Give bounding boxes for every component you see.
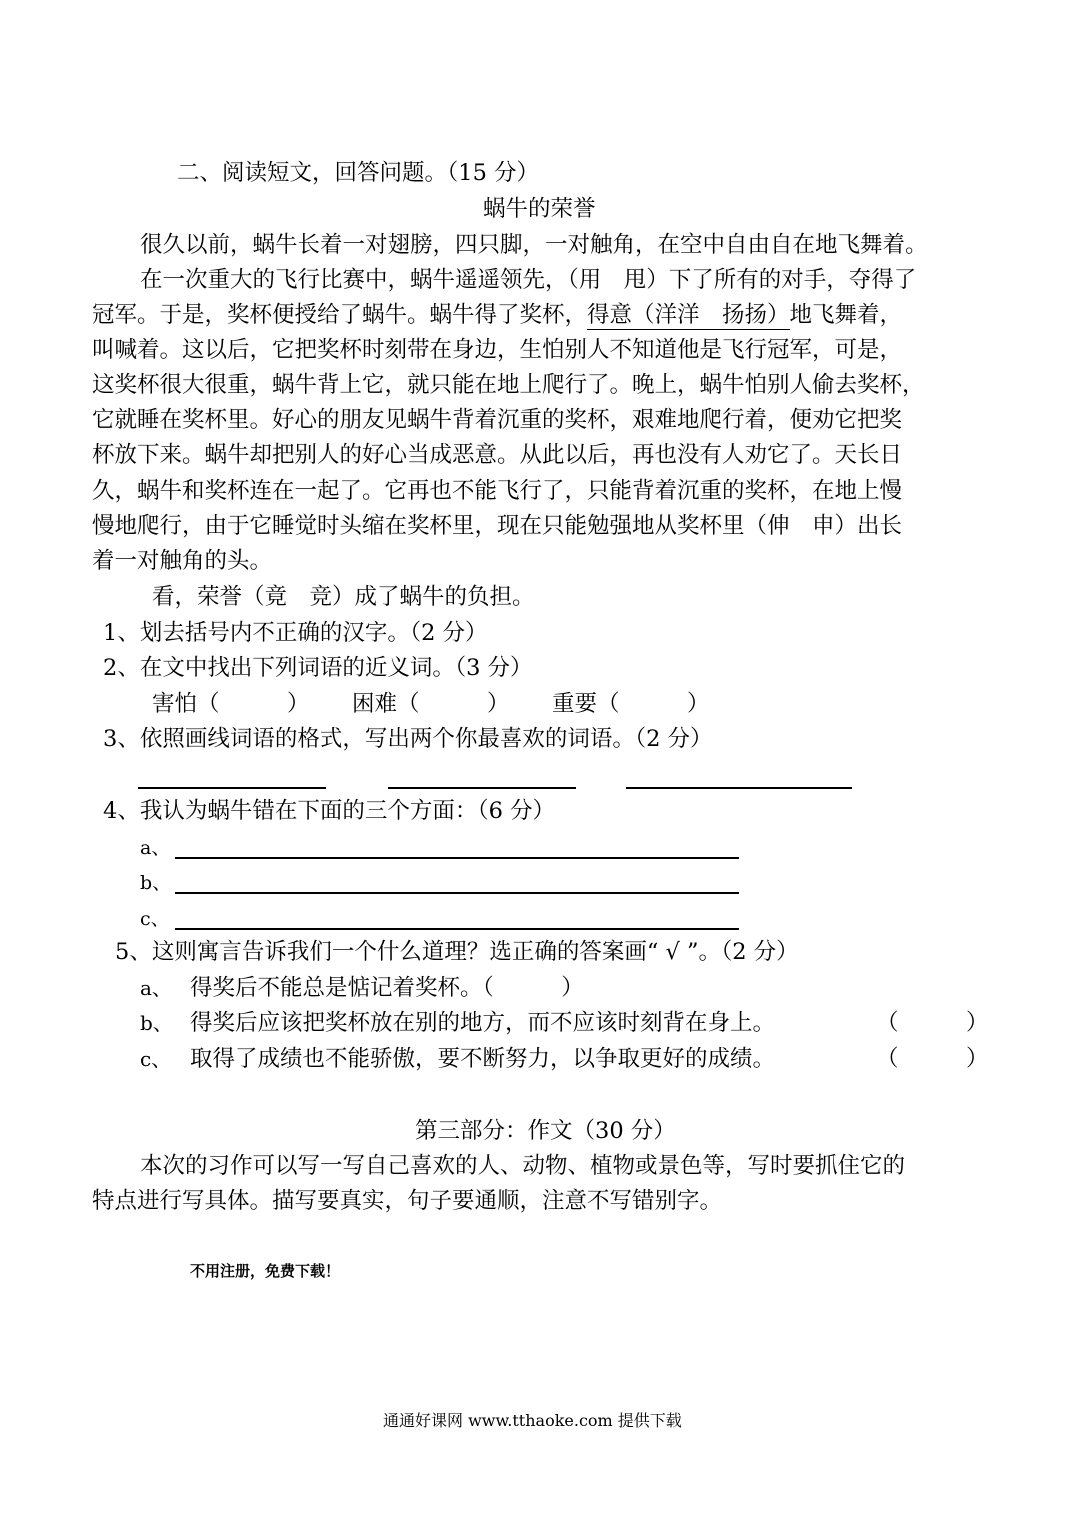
paragraph-line: 看，荣誉（竟 竞）成了蜗牛的负担。	[152, 584, 535, 610]
page-footer: 通通好课网 www.tthaoke.com 提供下载	[383, 1411, 682, 1430]
q4-label: c、	[140, 908, 170, 930]
q4-label: b、	[140, 872, 172, 894]
answer-line[interactable]	[388, 787, 576, 789]
answer-line[interactable]	[138, 787, 326, 789]
answer-line[interactable]	[175, 892, 739, 894]
question-4: 4、我认为蜗牛错在下面的三个方面：（6 分）	[103, 798, 556, 824]
answer-line[interactable]	[175, 928, 739, 930]
paragraph-line: 叫喊着。这以后，它把奖杯时刻带在身边，生怕别人不知道他是飞行冠军，可是，	[92, 337, 903, 363]
paragraph-text: 冠军。于是，奖杯便授给了蜗牛。蜗牛得了奖杯，	[92, 302, 588, 328]
answer-paren[interactable]: （ ）	[876, 1046, 989, 1072]
question-5: 5、这则寓言告诉我们一个什么道理？选正确的答案画“ √ ”。（2 分）	[115, 939, 799, 965]
q2-item: 困难（ ）	[352, 691, 510, 717]
q5-option-text: 取得了成绩也不能骄傲，要不断努力，以争取更好的成绩。	[190, 1046, 776, 1072]
paragraph-line: 久，蜗牛和奖杯连在一起了。它再也不能飞行了，只能背着沉重的奖杯，在地上慢	[92, 478, 903, 504]
section-heading: 第三部分：作文（30 分）	[415, 1118, 676, 1144]
underlined-phrase: 得意（洋洋 扬扬）	[587, 302, 790, 328]
q5-option-label: b、	[140, 1011, 173, 1035]
paragraph-line: 本次的习作可以写一写自己喜欢的人、动物、植物或景色等，写时要抓住它的	[140, 1153, 906, 1179]
q2-item: 害怕（ ）	[152, 691, 310, 717]
paragraph-line: 着一对触角的头。	[92, 548, 273, 574]
q5-option-text: 得奖后应该把奖杯放在别的地方，而不应该时刻背在身上。	[190, 1010, 776, 1036]
paragraph-line: 这奖杯很大很重，蜗牛背上它，就只能在地上爬行了。晚上，蜗牛怕别人偷去奖杯，	[92, 372, 925, 398]
answer-paren[interactable]: （ ）	[876, 1010, 989, 1036]
section-heading: 二、阅读短文，回答问题。（15 分）	[177, 160, 540, 186]
story-title: 蜗牛的荣誉	[483, 196, 596, 222]
paragraph-line	[92, 300, 902, 330]
paragraph-line: 慢地爬行，由于它睡觉时头缩在奖杯里，现在只能勉强地从奖杯里（伸 申）出长	[92, 513, 903, 539]
paragraph-line: 它就睡在奖杯里。好心的朋友见蜗牛背着沉重的奖杯，艰难地爬行着，便劝它把奖	[92, 407, 903, 433]
answer-line[interactable]	[626, 787, 852, 789]
paragraph-line: 在一次重大的飞行比赛中，蜗牛遥遥领先，（用 甩）下了所有的对手，夺得了	[140, 267, 917, 293]
q4-label: a、	[140, 837, 171, 859]
question-3: 3、依照画线词语的格式，写出两个你最喜欢的词语。（2 分）	[103, 726, 713, 752]
q2-item: 重要（ ）	[552, 691, 710, 717]
question-2: 2、在文中找出下列词语的近义词。（3 分）	[103, 655, 533, 681]
paragraph-text: 地飞舞着，	[789, 302, 903, 328]
q5-option-label: c、	[140, 1047, 172, 1071]
question-1: 1、划去括号内不正确的汉字。（2 分）	[103, 620, 488, 646]
paragraph-line: 很久以前，蜗牛长着一对翅膀，四只脚，一对触角，在空中自由自在地飞舞着。	[140, 232, 928, 258]
promo-text: 不用注册，免费下载！	[190, 1262, 341, 1280]
q5-option-text: 得奖后不能总是惦记着奖杯。（ ）	[190, 975, 584, 1001]
paragraph-line: 杯放下来。蜗牛却把别人的好心当成恶意。从此以后，再也没有人劝它了。天长日	[92, 442, 903, 468]
answer-line[interactable]	[175, 857, 739, 859]
paragraph-line: 特点进行写具体。描写要真实，句子要通顺，注意不写错别字。	[92, 1188, 723, 1214]
q5-option-label: a、	[140, 976, 172, 1000]
